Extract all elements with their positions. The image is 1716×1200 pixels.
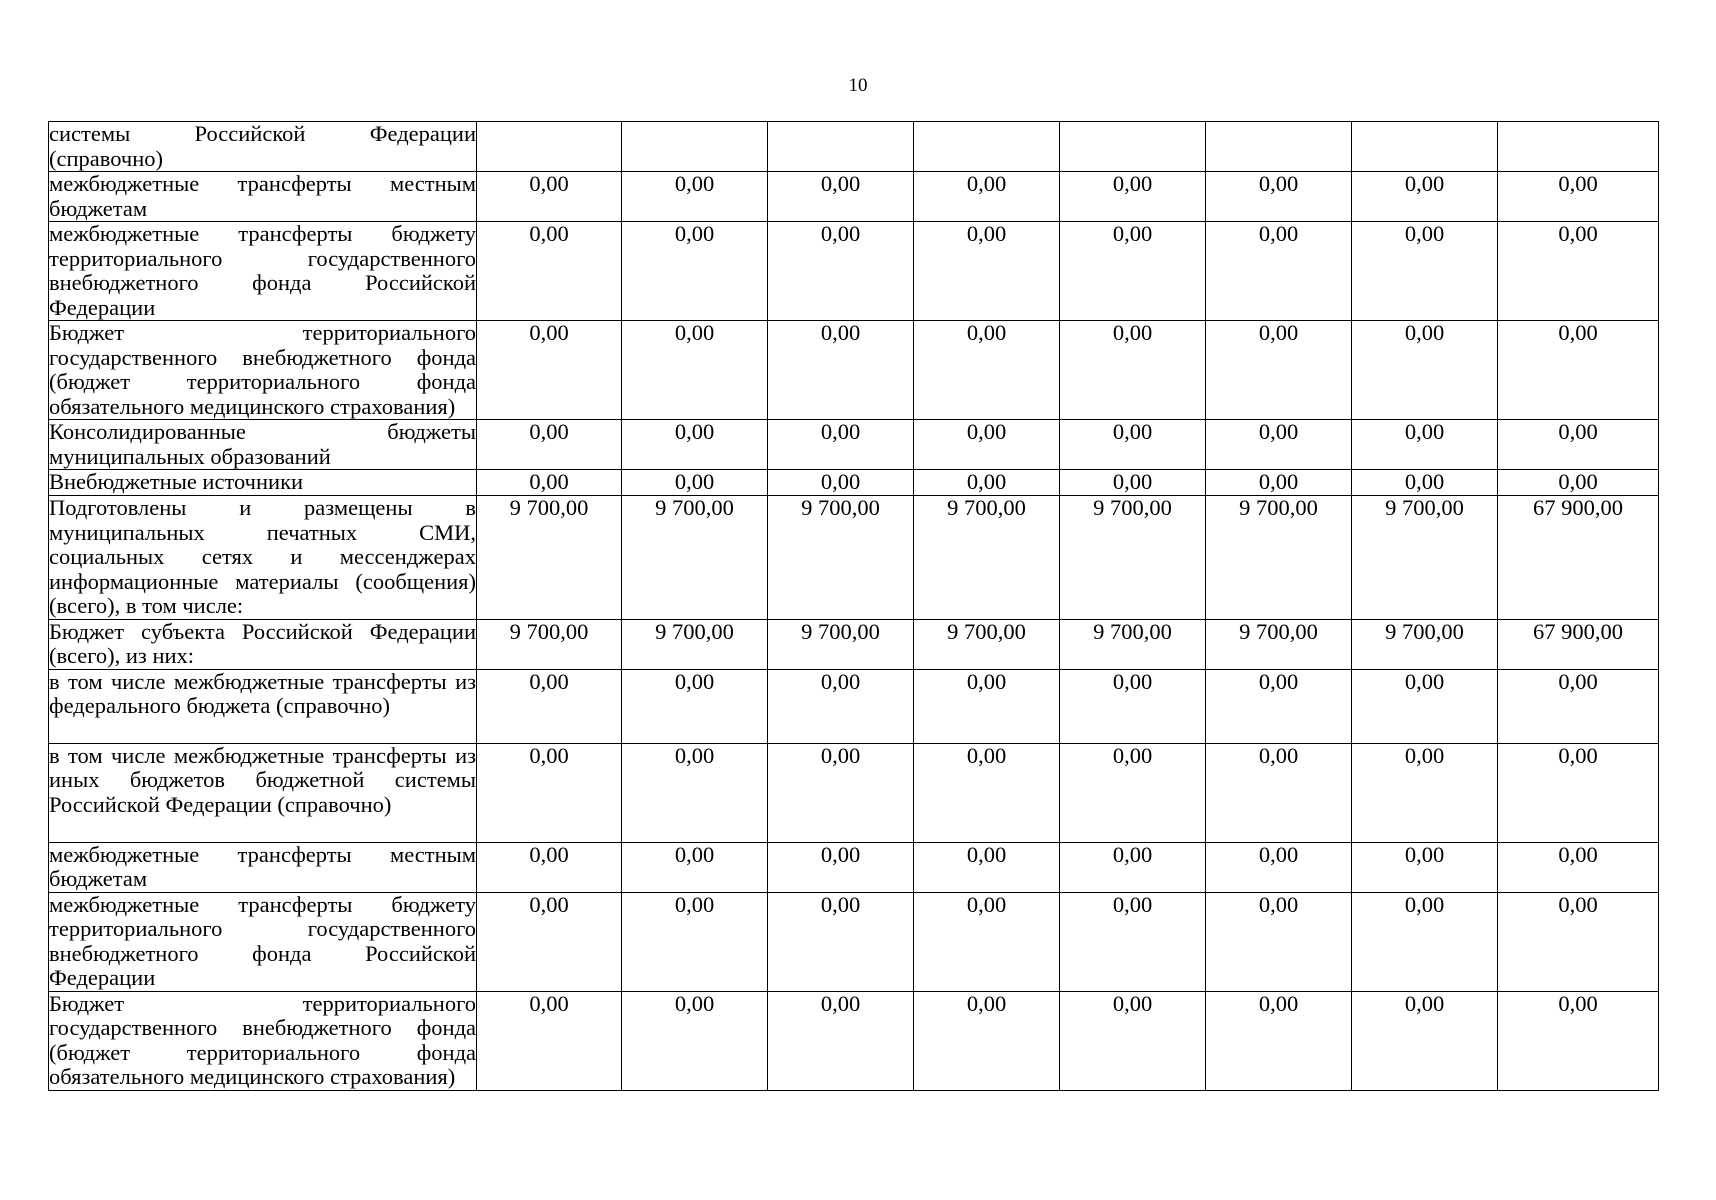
cell-value: 0,00 — [529, 669, 569, 694]
value-cell — [768, 321, 914, 420]
value-cell — [768, 619, 914, 669]
cell-value: 0,00 — [674, 991, 715, 1016]
value-cell — [1060, 420, 1206, 470]
value-cell — [1498, 892, 1659, 991]
cell-value: 9 700,00 — [801, 619, 880, 644]
value-cell — [914, 991, 1060, 1090]
value-cell — [1206, 222, 1352, 321]
value-cell — [1060, 619, 1206, 669]
cell-value: 9 700,00 — [1385, 495, 1464, 520]
cell-value: 0,00 — [1404, 842, 1445, 867]
value-cell — [1206, 842, 1352, 892]
cell-value: 0,00 — [1558, 669, 1598, 694]
cell-value: 0,00 — [1404, 669, 1445, 694]
value-cell — [622, 892, 768, 991]
value-cell — [477, 470, 622, 496]
cell-value: 0,00 — [1112, 892, 1153, 917]
cell-value: 0,00 — [1112, 320, 1153, 345]
value-cell — [768, 743, 914, 842]
value-cell — [1498, 496, 1659, 620]
table-row — [49, 619, 1659, 669]
value-cell — [1206, 420, 1352, 470]
cell-value: 9 700,00 — [1239, 619, 1318, 644]
cell-value: 0,00 — [1112, 669, 1153, 694]
cell-value: 0,00 — [674, 221, 715, 246]
value-cell — [622, 669, 768, 743]
row-label: Внебюджетные источники — [49, 470, 477, 496]
value-cell — [1206, 122, 1352, 172]
cell-value: 0,00 — [820, 469, 861, 494]
value-cell — [914, 420, 1060, 470]
cell-value: 0,00 — [1404, 221, 1445, 246]
table-row — [49, 122, 1659, 172]
cell-value: 67 900,00 — [1533, 619, 1623, 644]
value-cell — [622, 743, 768, 842]
cell-value: 9 700,00 — [655, 495, 734, 520]
value-cell — [1352, 842, 1498, 892]
value-cell — [1206, 669, 1352, 743]
row-label: межбюджетные трансферты местным бюджетам — [49, 842, 476, 891]
value-cell — [1206, 743, 1352, 842]
value-cell — [914, 743, 1060, 842]
value-cell — [1352, 222, 1498, 321]
cell-value: 0,00 — [966, 669, 1007, 694]
value-cell — [477, 669, 622, 743]
value-cell — [477, 172, 622, 222]
value-cell — [768, 470, 914, 496]
value-cell — [477, 892, 622, 991]
value-cell — [1352, 321, 1498, 420]
cell-value: 0,00 — [966, 842, 1007, 867]
value-cell — [1352, 470, 1498, 496]
cell-value: 0,00 — [1258, 419, 1299, 444]
table-row — [49, 743, 1659, 842]
cell-value: 0,00 — [966, 171, 1007, 196]
cell-value: 0,00 — [1258, 669, 1299, 694]
cell-value: 0,00 — [820, 669, 861, 694]
table-row — [49, 991, 1659, 1090]
cell-value: 0,00 — [1112, 419, 1153, 444]
value-cell — [1060, 122, 1206, 172]
cell-value: 0,00 — [1112, 221, 1153, 246]
value-cell — [1060, 321, 1206, 420]
value-cell — [1060, 222, 1206, 321]
cell-value: 0,00 — [820, 419, 861, 444]
cell-value: 0,00 — [1558, 171, 1598, 196]
cell-value: 0,00 — [1558, 892, 1598, 917]
value-cell — [768, 496, 914, 620]
value-cell — [768, 669, 914, 743]
cell-value: 0,00 — [966, 419, 1007, 444]
table-row — [49, 842, 1659, 892]
value-cell — [477, 496, 622, 620]
value-cell — [914, 892, 1060, 991]
value-cell — [1498, 470, 1659, 496]
row-label: межбюджетные трансферты местным бюджетам — [49, 171, 476, 221]
value-cell — [1206, 321, 1352, 420]
value-cell — [1498, 321, 1659, 420]
cell-value: 0,00 — [966, 320, 1007, 345]
value-cell — [477, 619, 622, 669]
value-cell — [1060, 669, 1206, 743]
cell-value: 0,00 — [1112, 469, 1153, 494]
cell-value: 0,00 — [1258, 991, 1299, 1016]
value-cell — [1498, 842, 1659, 892]
row-label: Бюджет территориального государственного внебюджетного фонда (бюджет территориального фонда обязательного медицинского страхования) — [49, 991, 476, 1089]
cell-value: 0,00 — [1112, 743, 1153, 768]
value-cell — [622, 496, 768, 620]
value-cell — [1206, 619, 1352, 669]
cell-value: 0,00 — [820, 171, 861, 196]
cell-value: 0,00 — [1558, 419, 1598, 444]
value-cell — [914, 619, 1060, 669]
value-cell — [1498, 122, 1659, 172]
value-cell — [1060, 991, 1206, 1090]
cell-value: 0,00 — [1258, 892, 1299, 917]
cell-value: 0,00 — [966, 743, 1007, 768]
cell-value: 0,00 — [529, 469, 569, 494]
row-label: в том числе межбюджетные трансферты из иных бюджетов бюджетной системы Российской Федерации (справочно) — [49, 743, 477, 842]
cell-value: 0,00 — [966, 469, 1007, 494]
cell-value: 9 700,00 — [1385, 619, 1464, 644]
cell-value: 0,00 — [1112, 991, 1153, 1016]
table-row — [49, 222, 1659, 321]
value-cell — [768, 222, 914, 321]
cell-value: 0,00 — [820, 320, 861, 345]
value-cell — [1352, 496, 1498, 620]
table-row — [49, 321, 1659, 420]
budget-table — [48, 121, 1659, 1091]
value-cell — [622, 470, 768, 496]
value-cell — [1498, 619, 1659, 669]
table-row — [49, 496, 1659, 620]
value-cell — [1498, 669, 1659, 743]
value-cell — [1206, 470, 1352, 496]
cell-value: 0,00 — [1404, 743, 1445, 768]
value-cell — [1498, 991, 1659, 1090]
value-cell — [1060, 892, 1206, 991]
value-cell — [1498, 222, 1659, 321]
cell-value: 0,00 — [674, 892, 715, 917]
value-cell — [477, 420, 622, 470]
value-cell — [1206, 496, 1352, 620]
value-cell — [1206, 172, 1352, 222]
value-cell — [1206, 991, 1352, 1090]
cell-value: 0,00 — [1258, 221, 1299, 246]
cell-value: 9 700,00 — [1239, 495, 1318, 520]
value-cell — [1060, 743, 1206, 842]
cell-value: 0,00 — [529, 991, 569, 1016]
value-cell — [477, 321, 622, 420]
value-cell — [1352, 892, 1498, 991]
cell-value: 0,00 — [529, 320, 569, 345]
value-cell — [477, 842, 622, 892]
cell-value: 0,00 — [1258, 171, 1299, 196]
row-label: в том числе межбюджетные трансферты из федерального бюджета (справочно) — [49, 669, 477, 743]
value-cell — [1060, 496, 1206, 620]
value-cell — [622, 420, 768, 470]
cell-value: 0,00 — [820, 991, 861, 1016]
value-cell — [768, 842, 914, 892]
cell-value: 0,00 — [1558, 320, 1598, 345]
cell-value: 0,00 — [674, 743, 715, 768]
value-cell — [768, 991, 914, 1090]
cell-value: 0,00 — [529, 221, 569, 246]
cell-value: 9 700,00 — [947, 619, 1026, 644]
cell-value: 0,00 — [1558, 991, 1598, 1016]
value-cell — [1352, 172, 1498, 222]
value-cell — [1352, 420, 1498, 470]
value-cell — [1352, 669, 1498, 743]
value-cell — [622, 321, 768, 420]
value-cell — [622, 222, 768, 321]
cell-value: 0,00 — [529, 419, 569, 444]
value-cell — [1352, 619, 1498, 669]
cell-value: 0,00 — [1404, 171, 1445, 196]
cell-value: 0,00 — [674, 669, 715, 694]
value-cell — [477, 743, 622, 842]
cell-value: 0,00 — [674, 320, 715, 345]
value-cell — [477, 991, 622, 1090]
cell-value: 0,00 — [820, 743, 861, 768]
table-row — [49, 669, 1659, 743]
cell-value: 9 700,00 — [1093, 619, 1172, 644]
value-cell — [914, 222, 1060, 321]
value-cell — [914, 470, 1060, 496]
cell-value: 0,00 — [674, 469, 715, 494]
cell-value: 0,00 — [1404, 419, 1445, 444]
cell-value: 0,00 — [1404, 892, 1445, 917]
cell-value: 0,00 — [1404, 320, 1445, 345]
value-cell — [768, 420, 914, 470]
cell-value: 0,00 — [1404, 469, 1445, 494]
value-cell — [622, 122, 768, 172]
value-cell — [914, 172, 1060, 222]
value-cell — [622, 172, 768, 222]
value-cell — [622, 619, 768, 669]
cell-value: 0,00 — [820, 892, 861, 917]
cell-value: 0,00 — [529, 743, 569, 768]
value-cell — [914, 669, 1060, 743]
value-cell — [1352, 743, 1498, 842]
value-cell — [1206, 892, 1352, 991]
cell-value: 0,00 — [674, 842, 715, 867]
page-number: 10 — [848, 75, 868, 96]
cell-value: 0,00 — [820, 221, 861, 246]
value-cell — [622, 991, 768, 1090]
cell-value: 0,00 — [820, 842, 861, 867]
cell-value: 0,00 — [529, 842, 569, 867]
row-label: системы Российской Федерации (справочно) — [49, 121, 476, 171]
value-cell — [914, 496, 1060, 620]
value-cell — [1498, 172, 1659, 222]
cell-value: 0,00 — [966, 221, 1007, 246]
cell-value: 0,00 — [1258, 320, 1299, 345]
row-label: Подготовлены и размещены в муниципальных печатных СМИ, социальных сетях и мессенджерах информационные материалы (сообщения) (всего), в том числе: — [49, 495, 476, 618]
cell-value: 0,00 — [966, 991, 1007, 1016]
cell-value: 0,00 — [674, 171, 715, 196]
table-row — [49, 892, 1659, 991]
table-row — [49, 470, 1659, 496]
cell-value: 9 700,00 — [1093, 495, 1172, 520]
cell-value: 0,00 — [1558, 469, 1598, 494]
value-cell — [914, 321, 1060, 420]
cell-value: 0,00 — [1258, 842, 1299, 867]
cell-value: 67 900,00 — [1533, 495, 1623, 520]
value-cell — [768, 172, 914, 222]
value-cell — [768, 892, 914, 991]
cell-value: 9 700,00 — [947, 495, 1026, 520]
value-cell — [1060, 172, 1206, 222]
cell-value: 0,00 — [1558, 221, 1598, 246]
value-cell — [1352, 991, 1498, 1090]
cell-value: 0,00 — [674, 419, 715, 444]
cell-value: 0,00 — [1558, 743, 1598, 768]
cell-value: 0,00 — [529, 892, 569, 917]
cell-value: 9 700,00 — [509, 619, 589, 644]
cell-value: 0,00 — [1258, 469, 1299, 494]
value-cell — [1498, 743, 1659, 842]
cell-value: 9 700,00 — [801, 495, 880, 520]
cell-value: 9 700,00 — [655, 619, 734, 644]
row-label: Бюджет территориального государственного внебюджетного фонда (бюджет территориального фонда обязательного медицинского страхования) — [49, 320, 476, 419]
value-cell — [914, 122, 1060, 172]
table-body — [49, 122, 1659, 1091]
cell-value: 0,00 — [1558, 842, 1598, 867]
cell-value: 0,00 — [529, 171, 569, 196]
value-cell — [1498, 420, 1659, 470]
value-cell — [477, 222, 622, 321]
table-row — [49, 420, 1659, 470]
value-cell — [1060, 842, 1206, 892]
cell-value: 0,00 — [966, 892, 1007, 917]
cell-value: 0,00 — [1112, 842, 1153, 867]
row-label: межбюджетные трансферты бюджету территориального государственного внебюджетного фонда Российской Федерации — [49, 892, 476, 990]
value-cell — [914, 842, 1060, 892]
value-cell — [1352, 122, 1498, 172]
cell-value: 9 700,00 — [509, 495, 589, 520]
row-label: Консолидированные бюджеты муниципальных образований — [49, 419, 476, 469]
value-cell — [622, 842, 768, 892]
cell-value: 0,00 — [1404, 991, 1445, 1016]
value-cell — [768, 122, 914, 172]
row-label: межбюджетные трансферты бюджету территориального государственного внебюджетного фонда Российской Федерации — [49, 221, 476, 320]
cell-value: 0,00 — [1258, 743, 1299, 768]
table-row — [49, 172, 1659, 222]
value-cell — [1060, 470, 1206, 496]
row-label: Бюджет субъекта Российской Федерации (всего), из них: — [49, 619, 476, 668]
value-cell — [477, 122, 622, 172]
cell-value: 0,00 — [1112, 171, 1153, 196]
